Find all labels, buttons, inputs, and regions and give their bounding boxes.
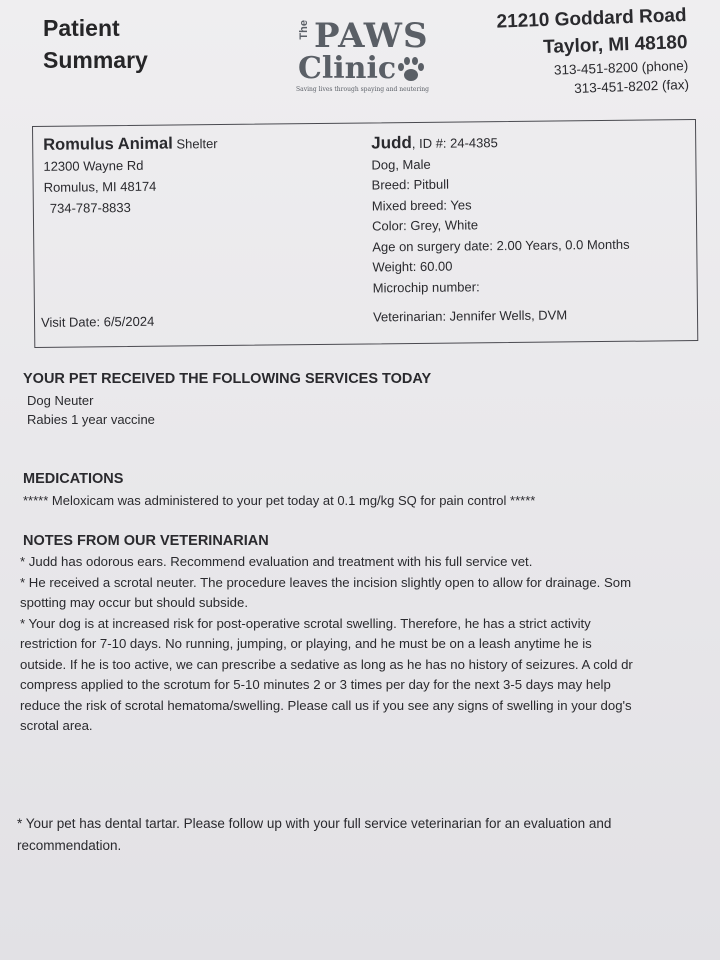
note-line: recommendation. xyxy=(17,838,122,853)
notes-body xyxy=(20,552,633,737)
note-line: * He received a scrotal neuter. The procedure leaves the incision slightly open to allow for drainage. Som xyxy=(20,574,632,590)
clinic-address xyxy=(496,2,689,101)
note-line: compress applied to the scrotum for 5-10 minutes 2 or 3 times per day for the next 3-5 days may help xyxy=(20,677,611,692)
medications-title: MEDICATIONS xyxy=(23,471,124,487)
pet-color: Color: Grey, White xyxy=(371,217,479,234)
paw-print-icon xyxy=(396,56,426,84)
shelter-street: 12300 Wayne Rd xyxy=(43,157,144,174)
visit-date: Visit Date: 6/5/2024 xyxy=(40,313,155,330)
pet-mixed-breed: Mixed breed: Yes xyxy=(371,196,472,213)
note-line: reduce the risk of scrotal hematoma/swelling. Please call us if you see any signs of swelling in your dog's xyxy=(20,697,632,713)
clinic-phone: 313-451-8200 (phone) xyxy=(553,57,689,78)
clinic-city: Taylor, MI 48180 xyxy=(542,31,688,59)
medications-text: ***** Meloxicam was administered to your pet today at 0.1 mg/kg SQ for pain control ***** xyxy=(23,493,536,508)
pet-info xyxy=(371,131,630,299)
paws-clinic-logo xyxy=(296,18,436,98)
pet-age: Age on surgery date: 2.00 Years, 0.0 Months xyxy=(372,236,630,254)
pet-breed: Breed: Pitbull xyxy=(371,176,450,193)
pet-id: , ID #: 24-4385 xyxy=(411,135,498,152)
shelter-city: Romulus, MI 48174 xyxy=(43,178,157,195)
dental-tartar-note xyxy=(17,813,611,857)
shelter-suffix: Shelter xyxy=(176,136,218,152)
pet-name: Judd xyxy=(371,133,412,153)
shelter-phone: 734-787-8833 xyxy=(49,199,131,216)
note-line: spotting may occur but should subside. xyxy=(20,595,248,610)
notes-title: NOTES FROM OUR VETERINARIAN xyxy=(23,533,269,549)
pet-species-sex: Dog, Male xyxy=(371,156,431,172)
shelter-name: Romulus Animal xyxy=(43,134,173,154)
shelter-info xyxy=(43,133,218,219)
note-line: * Your pet has dental tartar. Please follow up with your full service veterinarian for an evaluation and xyxy=(17,816,612,831)
clinic-street: 21210 Goddard Road xyxy=(496,4,687,33)
logo-the: The xyxy=(298,20,310,40)
page-title: Patient Summary xyxy=(43,15,148,73)
note-line: * Your dog is at increased risk for post-operative scrotal swelling. Therefore, he has a strict activity xyxy=(20,615,591,631)
pet-microchip: Microchip number: xyxy=(372,278,480,295)
services-title: YOUR PET RECEIVED THE FOLLOWING SERVICES TODAY xyxy=(23,371,432,387)
clinic-fax: 313-451-8202 (fax) xyxy=(573,76,690,96)
note-line: outside. If he is too active, we can prescribe a sedative as long as he has no history of seizures. A cold dr xyxy=(20,656,633,672)
note-line: restriction for 7-10 days. No running, jumping, or playing, and he must be on a leash anytime he is xyxy=(20,636,592,651)
pet-weight: Weight: 60.00 xyxy=(372,258,453,275)
note-line: scrotal area. xyxy=(20,718,93,733)
logo-clinic: Clinic xyxy=(298,51,397,86)
note-line: * Judd has odorous ears. Recommend evaluation and treatment with his full service vet. xyxy=(20,554,533,569)
logo-paws: PAWS xyxy=(314,16,429,56)
patient-info-box xyxy=(32,119,698,348)
logo-tagline: Saving lives through spaying and neutering xyxy=(296,86,429,93)
service-item: Rabies 1 year vaccine xyxy=(27,412,155,427)
service-item: Dog Neuter xyxy=(27,393,94,408)
veterinarian: Veterinarian: Jennifer Wells, DVM xyxy=(372,307,568,325)
